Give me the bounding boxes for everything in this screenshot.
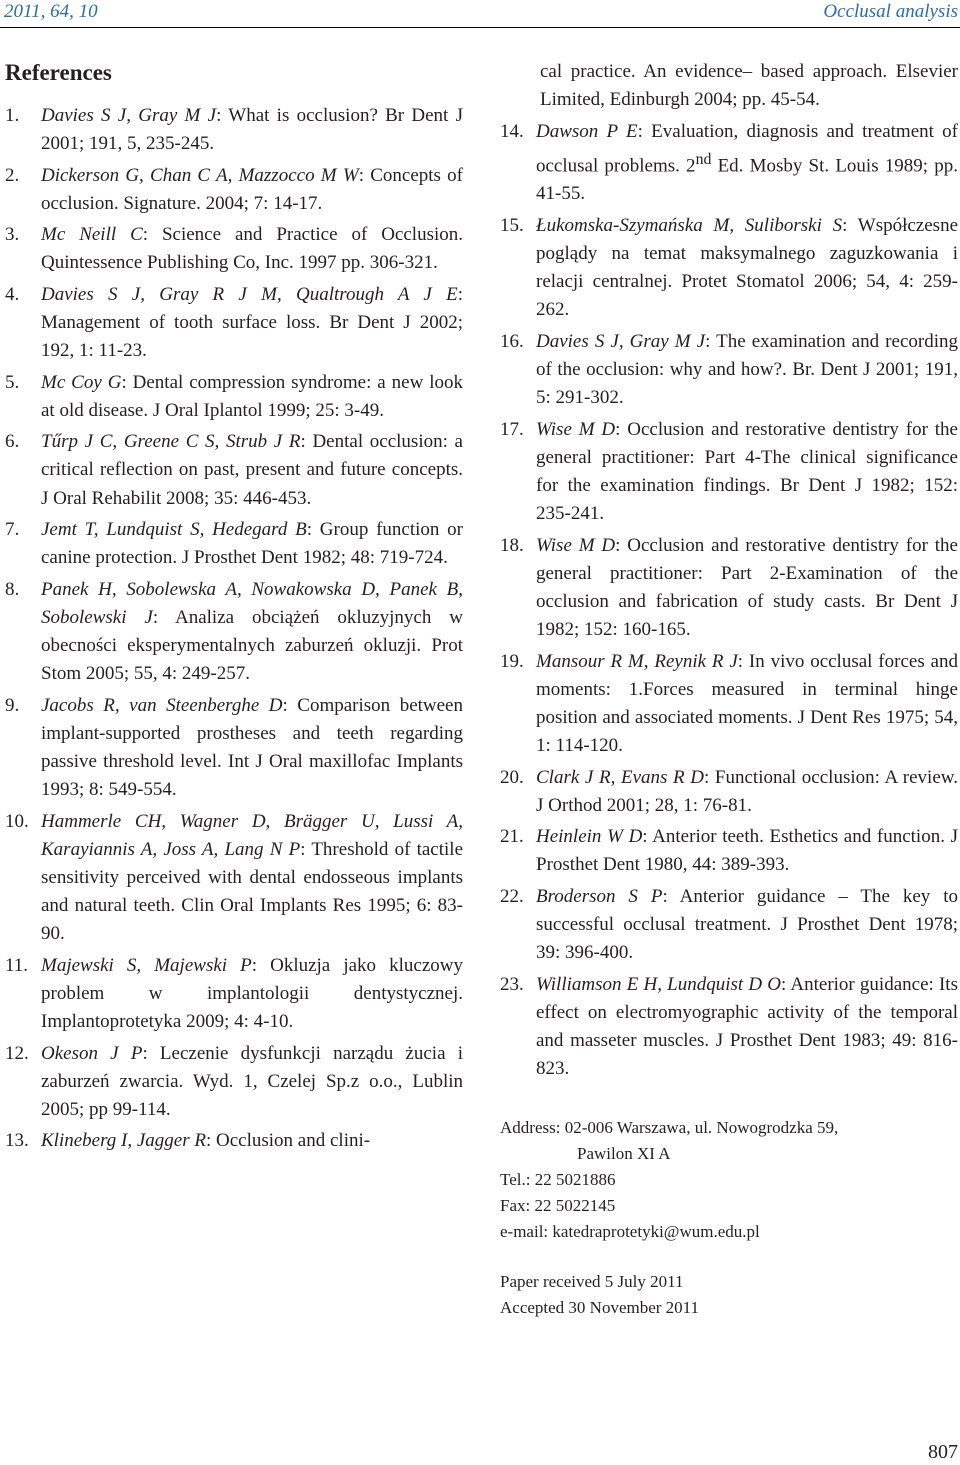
correspondence-address <box>500 1115 958 1245</box>
reference-number: 14. <box>500 120 524 142</box>
reference-authors: Jacobs R, van Steenberghe D <box>41 694 283 716</box>
reference-text: : Management of tooth surface loss. Br Dent J 2002; 192, 1: 11-23. <box>41 283 463 362</box>
reference-number: 12. <box>5 1042 29 1064</box>
reference-text: : Science and Practice of Occlusion. Quintessence Publishing Co, Inc. 1997 pp. 306-321. <box>41 224 463 274</box>
reference-text: : Leczenie dysfunkcji narządu żucia i zaburzeń zwarcia. Wyd. 1, Czelej Sp.z o.o., Lublin 2005; pp 99-114. <box>41 1042 463 1120</box>
received-date: Paper received 5 July 2011 <box>500 1272 684 1292</box>
reference-text: : The examination and recording of the occlusion: why and how?. Br. Dent J 2001; 191, 5: 291-302. <box>536 330 958 409</box>
reference-number: 23. <box>500 973 524 995</box>
reference-text: : Anterior guidance: Its effect on electromyographic activity of the temporal and masseter muscles. J Prosthet Dent 1983; 49: 816-823. <box>536 973 958 1080</box>
reference-authors: Clark J R, Evans R D <box>536 766 704 788</box>
reference-text: Ed. Mosby St. Louis 1989; pp. 41-55. <box>536 155 958 205</box>
reference-item <box>500 532 958 645</box>
reference-text: : Comparison between implant-supported prostheses and teeth regarding passive threshold level. Int J Oral maxillofac Implants 1993; 8: 549-554. <box>41 694 463 801</box>
reference-item <box>5 428 463 513</box>
reference-authors: Łukomska-Szymańska M, Suliborski S <box>536 214 843 236</box>
reference-number: 8. <box>5 578 20 600</box>
reference-text: : Occlusion and clini- <box>205 1130 371 1152</box>
reference-text: : Concepts of occlusion. Signature. 2004; 7: 14-17. <box>41 164 463 214</box>
reference-number: 9. <box>5 694 20 716</box>
reference-text: : Occlusion and restorative dentistry for the general practitioner: Part 2-Examination of the occlusion and fabrication of study casts. Br Dent J 1982; 152: 160-165. <box>536 534 958 641</box>
reference-text: : Threshold of tactile sensitivity perceived with dental endosseous implants and natural teeth. Clin Oral Implants Res 1995; 6: 83-90. <box>41 838 463 945</box>
reference-item <box>5 516 463 572</box>
right-column <box>500 58 958 1321</box>
reference-item <box>5 281 463 366</box>
address-line: Pawilon XI A <box>577 1144 671 1164</box>
reference-text: : Anterior guidance – The key to successful occlusal treatment. J Prosthet Dent 1978; 39: 396-400. <box>536 885 958 964</box>
reference-item <box>5 1040 463 1125</box>
header-rule <box>0 27 960 28</box>
reference-number: 19. <box>500 650 524 672</box>
reference-authors: Panek H, Sobolewska A, Nowakowska D, Panek B, Sobolewski J <box>41 578 463 628</box>
reference-continuation <box>500 58 958 114</box>
reference-item <box>5 221 463 277</box>
reference-item <box>5 808 463 949</box>
reference-number: 16. <box>500 330 524 352</box>
reference-authors: Davies S J, Gray M J <box>536 330 706 352</box>
reference-text: cal practice. An evidence– based approach. Elsevier Limited, Edinburgh 2004; pp. 45-54. <box>540 61 958 111</box>
reference-authors: Williamson E H, Lundquist D O <box>536 973 781 995</box>
page-number: 807 <box>928 1441 958 1463</box>
reference-authors: Okeson J P <box>41 1042 143 1064</box>
reference-item <box>500 823 958 879</box>
reference-number: 11. <box>5 954 29 976</box>
reference-authors: Mc Neill C <box>41 224 143 246</box>
reference-text: : Anterior teeth. Esthetics and function. J Prosthet Dent 1980, 44: 389-393. <box>536 826 958 876</box>
reference-number: 18. <box>500 534 524 556</box>
reference-number: 13. <box>5 1130 29 1152</box>
reference-text: : Współczesne poglądy na temat maksymalnego zaguzkowania i relacji centralnej. Protet Stomatol 2006; 54, 4: 259-262. <box>536 214 958 321</box>
reference-item <box>500 764 958 820</box>
reference-item <box>500 212 958 325</box>
reference-number: 21. <box>500 826 524 848</box>
reference-item <box>5 1127 463 1155</box>
reference-text: : Analiza obciążeń okluzyjnych w obecności eksperymentalnych zaburzeń okluzji. Prot Stom 2005; 55, 4: 249-257. <box>41 606 463 685</box>
address-line: Address: 02-006 Warszawa, ul. Nowogrodzka 59, <box>500 1118 839 1138</box>
reference-authors: Dawson P E <box>536 120 638 142</box>
paper-dates <box>500 1269 958 1321</box>
reference-number: 20. <box>500 766 524 788</box>
telephone: Tel.: 22 5021886 <box>500 1170 616 1190</box>
reference-authors: Davies S J, Gray M J <box>41 105 217 126</box>
reference-item <box>500 328 958 413</box>
references-list-left <box>5 102 463 1156</box>
reference-item <box>500 883 958 968</box>
reference-authors: Mc Coy G <box>41 371 122 393</box>
reference-authors: Broderson S P <box>536 885 663 907</box>
journal-issue: 2011, 64, 10 <box>4 1 98 22</box>
reference-item <box>5 369 463 425</box>
reference-item <box>5 692 463 805</box>
reference-number: 6. <box>5 431 20 453</box>
reference-text: : Dental compression syndrome: a new look at old disease. J Oral Iplantol 1999; 25: 3-49. <box>41 371 463 421</box>
running-title: Occlusal analysis <box>823 1 958 22</box>
reference-text: : Functional occlusion: A review. J Orthod 2001; 28, 1: 76-81. <box>536 766 959 816</box>
reference-item <box>500 416 958 529</box>
reference-text: : What is occlusion? Br Dent J 2001; 191, 5, 235-245. <box>41 105 463 155</box>
references-heading: References <box>5 60 112 85</box>
reference-number: 22. <box>500 885 524 907</box>
references-list-right <box>500 58 958 1083</box>
reference-number: 1. <box>5 105 20 126</box>
reference-text: : Dental occlusion: a critical reflection on past, present and future concepts. J Oral Rehabilit 2008; 35: 446-453. <box>41 431 463 509</box>
reference-item <box>5 102 463 158</box>
left-column <box>5 58 463 1159</box>
email: e-mail: katedraprotetyki@wum.edu.pl <box>500 1222 760 1242</box>
reference-number: 10. <box>5 810 29 832</box>
reference-text: : Group function or canine protection. J Prosthet Dent 1982; 48: 719-724. <box>41 518 463 569</box>
reference-item <box>500 971 958 1084</box>
ordinal-superscript: nd <box>695 150 712 168</box>
page-header <box>0 0 960 24</box>
reference-authors: Heinlein W D <box>536 826 643 848</box>
reference-number: 7. <box>5 518 20 540</box>
reference-number: 17. <box>500 418 524 440</box>
reference-authors: Majewski S, Majewski P <box>41 954 252 976</box>
reference-number: 3. <box>5 224 20 246</box>
reference-authors: Wise M D <box>536 534 616 556</box>
reference-text: : Evaluation, diagnosis and treatment of occlusal problems. 2 <box>536 120 958 177</box>
reference-number: 2. <box>5 164 20 186</box>
reference-item <box>5 162 463 218</box>
reference-authors: Jemt T, Lundquist S, Hedegard B <box>41 518 307 540</box>
reference-item <box>500 648 958 761</box>
reference-text: : Occlusion and restorative dentistry for the general practitioner: Part 4-The clinical significance for the examination findings. Br Dent J 1982; 152: 235-241. <box>536 418 958 525</box>
reference-number: 5. <box>5 371 20 393</box>
reference-authors: Klineberg I, Jagger R <box>41 1130 206 1152</box>
reference-item <box>5 576 463 689</box>
reference-number: 15. <box>500 214 524 236</box>
reference-authors: Wise M D <box>536 418 616 440</box>
reference-authors: Tűrp J C, Greene C S, Strub J R <box>41 431 301 453</box>
reference-authors: Hammerle CH, Wagner D, Brägger U, Lussi A, Karayiannis A, Joss A, Lang N P <box>41 810 463 860</box>
reference-authors: Mansour R M, Reynik R J <box>536 650 738 672</box>
fax: Fax: 22 5022145 <box>500 1196 616 1216</box>
reference-number: 4. <box>5 283 20 305</box>
reference-item <box>500 118 958 209</box>
reference-text: : Okluzja jako kluczowy problem w implantologii dentystycznej. Implantoprotetyka 2009; 4: 4-10. <box>41 954 463 1033</box>
reference-authors: Davies S J, Gray R J M, Qualtrough A J E <box>41 283 458 305</box>
accepted-date: Accepted 30 November 2011 <box>500 1298 700 1318</box>
reference-item <box>5 952 463 1037</box>
reference-authors: Dickerson G, Chan C A, Mazzocco M W <box>41 164 359 186</box>
reference-text: : In vivo occlusal forces and moments: 1.Forces measured in terminal hinge position and associated moments. J Dent Res 1975; 54, 1: 114-120. <box>536 650 958 757</box>
